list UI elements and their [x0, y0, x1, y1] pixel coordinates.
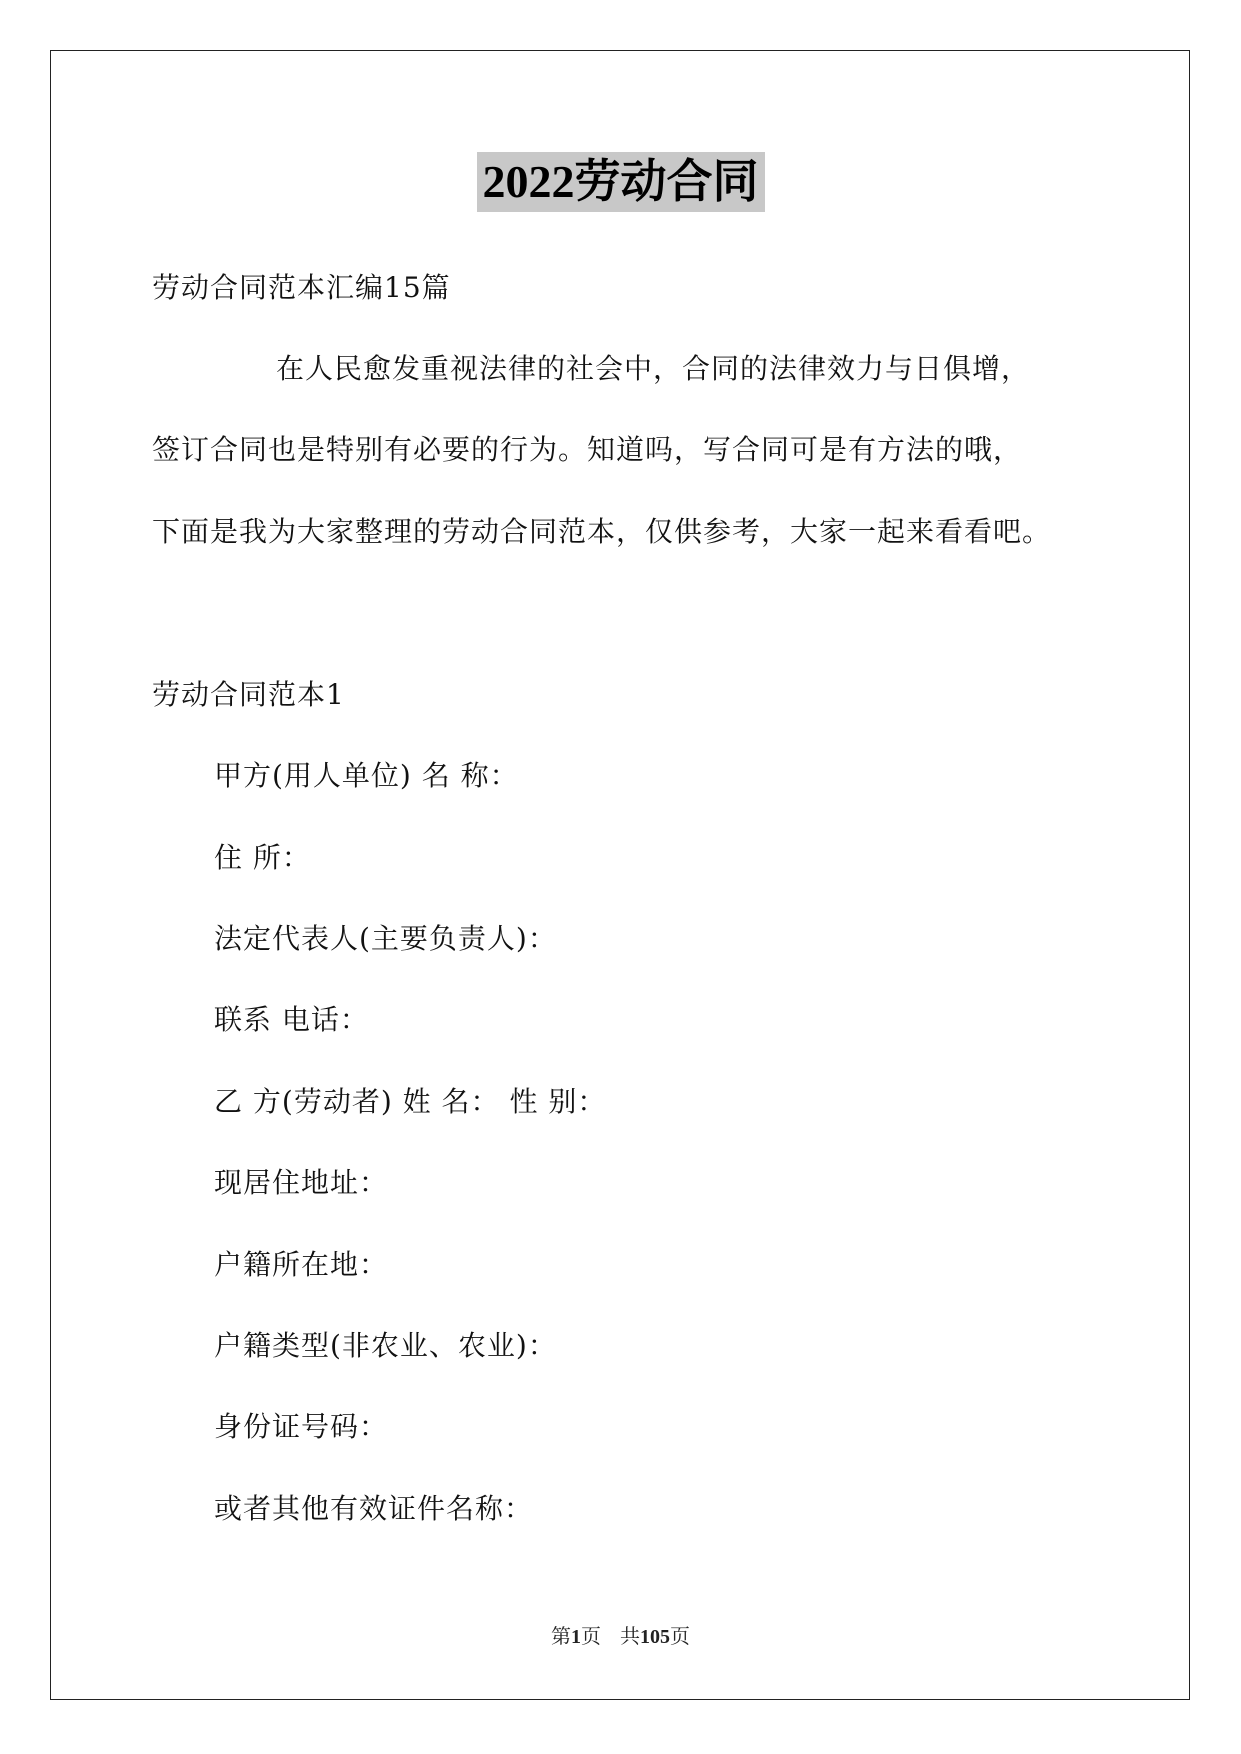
field-id-number: 身份证号码：	[214, 1410, 389, 1443]
footer-total-pages: 105	[640, 1626, 671, 1648]
section-heading: 劳动合同范本1	[152, 678, 345, 711]
field-other-id: 或者其他有效证件名称：	[214, 1492, 534, 1525]
title-container	[0, 152, 1241, 212]
intro-line-3: 下面是我为大家整理的劳动合同范本，仅供参考，大家一起来看看吧。	[152, 515, 1052, 548]
field-party-b-name-gender: 乙 方(劳动者) 姓 名： 性 别：	[214, 1085, 607, 1118]
footer-page-suffix: 页	[580, 1624, 601, 1648]
intro-line-1: 在人民愈发重视法律的社会中，合同的法律效力与日俱增，	[276, 352, 1031, 385]
document-subtitle: 劳动合同范本汇编15篇	[152, 271, 451, 304]
footer-prefix: 第	[550, 1624, 571, 1648]
field-current-address: 现居住地址：	[214, 1166, 389, 1199]
footer-page-number: 1	[570, 1626, 581, 1648]
intro-line-2: 签订合同也是特别有必要的行为。知道吗，写合同可是有方法的哦，	[152, 433, 1023, 466]
field-household-type: 户籍类型(非农业、农业)：	[214, 1329, 557, 1362]
field-legal-representative: 法定代表人(主要负责人)：	[214, 922, 557, 955]
page-footer	[0, 1622, 1241, 1651]
field-address: 住 所：	[214, 841, 311, 874]
footer-total-suffix: 页	[670, 1624, 691, 1648]
field-party-a-name: 甲方(用人单位) 名 称：	[214, 759, 519, 792]
field-phone: 联系 电话：	[214, 1003, 369, 1036]
document-title: 2022劳动合同	[477, 152, 765, 212]
field-household-location: 户籍所在地：	[214, 1248, 389, 1281]
footer-total-prefix: 共	[620, 1624, 641, 1648]
